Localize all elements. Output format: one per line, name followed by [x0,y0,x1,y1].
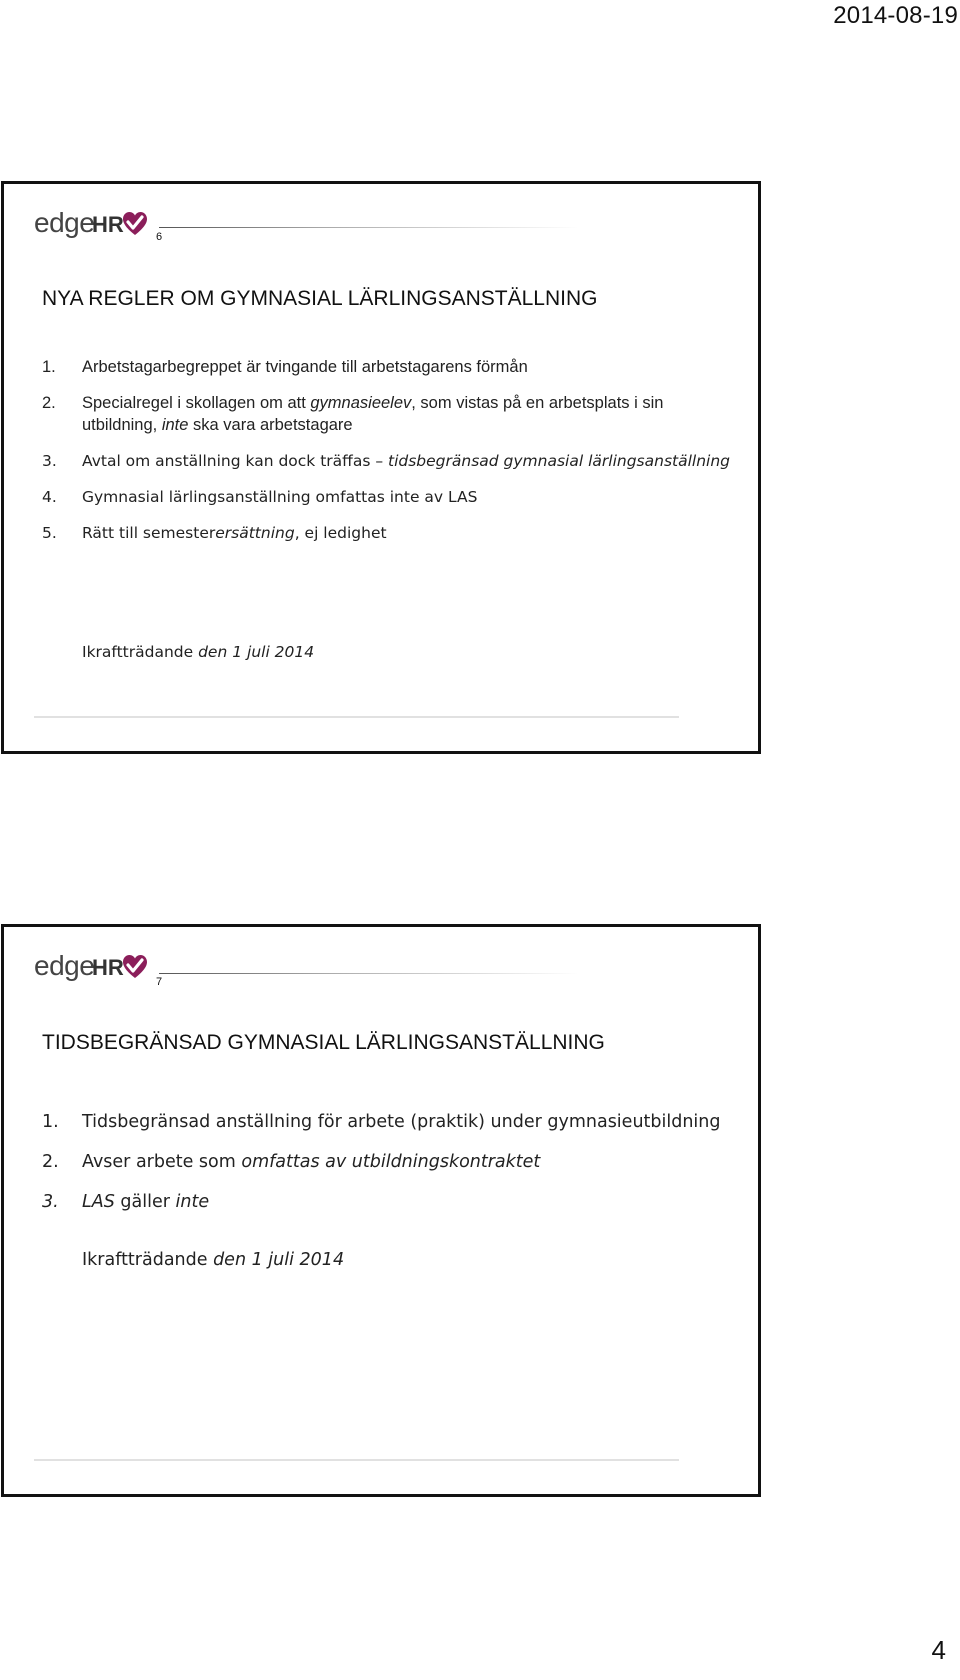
list-item [42,392,742,436]
list-item-text: , som vistas på en arbetsplats i sin utbildning, [82,394,664,434]
logo-text-edge: edge [34,950,95,981]
page-date: 2014-08-19 [833,2,958,29]
effective-label: Ikraftträdande [82,643,199,661]
list-item [42,356,742,378]
footer-rule [34,1459,679,1461]
list-item-number: 1. [42,358,56,376]
list-item-text: Avser arbete som [82,1152,242,1172]
list-item-text: gäller [114,1192,176,1212]
list-item-number: 5. [42,524,57,542]
list-item-emphasis: gymnasieelev [310,394,412,412]
list-item-number: 4. [42,488,57,506]
list-item-emphasis: tidsbegränsad gymnasial lärlingsanställning [388,452,730,470]
slide-title: NYA REGLER OM GYMNASIAL LÄRLINGSANSTÄLLNING [42,287,598,310]
list-item-text: Rätt till semester [82,524,216,542]
list-item-text: ska vara arbetstagare [188,416,353,434]
logo-text-hr: HR [92,212,124,237]
list-item-text: Gymnasial lärlingsanställning omfattas inte av LAS [82,488,478,506]
list-item-number: 1. [42,1112,59,1132]
slide-number: 7 [156,976,163,988]
header-rule [159,973,579,974]
logo-text-hr: HR [92,955,124,980]
list-item-text: Tidsbegränsad anställning för arbete (praktik) under gymnasieutbildning [82,1112,721,1132]
slide-title: TIDSBEGRÄNSAD GYMNASIAL LÄRLINGSANSTÄLLNING [42,1031,605,1054]
edgehr-logo [34,949,149,983]
rules-list [42,1110,742,1214]
logo-text-edge: edge [34,207,95,238]
effective-date: den 1 juli 2014 [198,643,315,661]
list-item-number: 2. [42,1152,59,1172]
list-item-emphasis: ersättning [215,524,295,542]
list-item [42,1110,742,1134]
list-item-number: 2. [42,394,56,412]
list-item-number: 3. [42,452,57,470]
slide-6 [1,181,761,754]
list-item [42,450,742,472]
slide-number: 6 [156,231,163,243]
list-item-emphasis: inte [161,416,189,434]
list-item-text: , ej ledighet [294,524,387,542]
checkmark-heart-icon [122,211,148,237]
effective-date-line [82,1250,344,1270]
checkmark-heart-icon [122,954,148,980]
list-item-number: 3. [42,1192,59,1212]
header-rule [159,227,579,228]
list-item-emphasis: inte [175,1192,210,1212]
list-item-emphasis: omfattas av utbildningskontraktet [241,1152,541,1172]
list-item-text: Arbetstagarbegreppet är tvingande till arbetstagarens förmån [82,358,528,376]
effective-date-line [82,643,314,661]
list-item [42,522,742,544]
list-item-text: Specialregel i skollagen om att [82,394,311,412]
list-item-text: Avtal om anställning kan dock träffas – [82,452,388,470]
list-item [42,486,742,508]
list-item [42,1150,742,1174]
footer-rule [34,716,679,718]
page-number: 4 [931,1635,946,1665]
list-item-emphasis: LAS [82,1192,115,1212]
slide-7 [1,924,761,1497]
list-item [42,1190,742,1214]
effective-label: Ikraftträdande [82,1250,214,1270]
rules-list [42,356,742,544]
edgehr-logo [34,206,149,240]
effective-date: den 1 juli 2014 [213,1250,345,1270]
